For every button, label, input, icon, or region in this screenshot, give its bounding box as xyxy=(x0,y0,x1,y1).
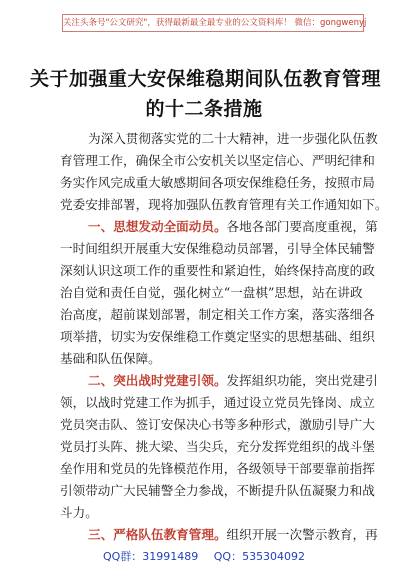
document-title-line-2: 的十二条措施 xyxy=(145,98,263,120)
promo-banner: 关注头条号"公文研究"，获得最新最全最专业的公文资料库！ 微信：gongwenyj xyxy=(62,14,364,32)
qq-group-text: QQ群：31991489 xyxy=(102,550,199,563)
section-2-line: 引领带动广大民辅警全力参战，不断提升队伍凝聚力和战 xyxy=(60,483,375,498)
section-2-text: 发挥組织功能，突出党建引 xyxy=(226,373,378,388)
section-2-heading: 二、突出战时党建引领。 xyxy=(88,373,227,388)
qq-number-text: QQ：535304092 xyxy=(213,550,306,563)
section-1-line: 治自觉和责任自觉，强化树立“一盘棋”思想，站在讲政 xyxy=(60,285,363,300)
section-3-text: 组织开展一次警示教育，再 xyxy=(226,527,378,542)
section-2-first-line xyxy=(88,373,378,389)
section-1-heading: 一、思想发动全面动员。 xyxy=(88,219,227,234)
section-1-line: 项举措，切实为安保维稳工作奠定坚实的思想基础、组织 xyxy=(60,329,375,344)
section-1-first-line xyxy=(88,219,378,235)
section-1-line: 一时间组织开展重大安保维稳动员部署，引导全体民辅警 xyxy=(60,241,375,256)
section-1-text: 各地各部门要高度重视，第 xyxy=(226,219,378,234)
document-title-line-1: 关于加强重大安保维稳期间队伍教育管理 xyxy=(30,68,382,90)
section-1-line: 深刻认识这项工作的重要性和紧迫性，始终保持高度的政 xyxy=(60,263,375,278)
section-1-line: 基础和队伍保障。 xyxy=(60,351,161,366)
intro-line: 育管理工作，确保全市公安机关以坚定信心、严明纪律和 xyxy=(60,153,375,168)
intro-line: 为深入贯彻落实党的二十大精神，进一步强化队伍教 xyxy=(88,131,378,146)
section-3-first-line xyxy=(88,527,378,543)
section-3-heading: 三、严格队伍教育管理。 xyxy=(88,527,227,542)
intro-line: 务实作风完成重大敏感期间各项安保维稳任务，按照市局 xyxy=(60,175,375,190)
section-2-line: 垒作用和党员的先锋模范作用，各级领导干部要靠前指挥 xyxy=(60,461,375,476)
intro-line: 党委安排部署，现将加强队伍教育管理有关工作通知如下。 xyxy=(60,197,388,212)
section-2-line: 党员突击队、签订安保决心书等多种形式，激励引导广大 xyxy=(60,417,375,432)
footer-contact xyxy=(0,548,408,564)
section-1-line: 治高度，超前谋划部署，制定相关工作方案，落实落细各 xyxy=(60,307,375,322)
section-2-line: 党员打头阵、挑大梁、当尖兵，充分发挥党组织的战斗堡 xyxy=(60,439,375,454)
section-2-line: 领，以战时党建工作为抓手，通过设立党员先锋岗、成立 xyxy=(60,395,375,410)
section-2-line: 斗力。 xyxy=(60,505,98,520)
